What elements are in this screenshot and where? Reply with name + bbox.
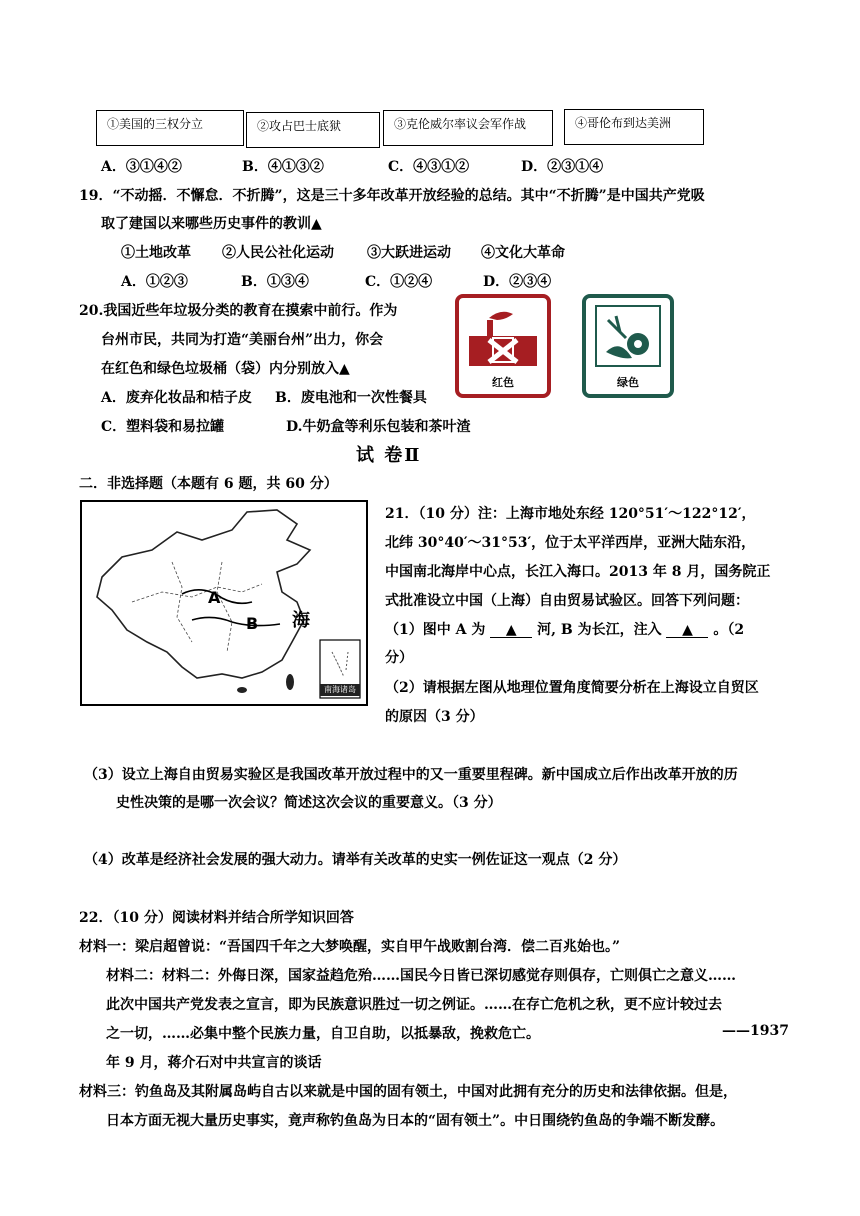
material-1-text: 梁启超曾说：“吾国四千年之大梦唤醒，实自甲午战败割台湾．偿二百兆始也。” [135,939,621,955]
q20-stem-line1: 20.我国近些年垃圾分类的教育在摸索中前行。作为 [79,303,398,319]
material-2-line1: 材料二：材料二：外侮日深，国家益趋危殆……国民今日皆已深切感觉存则俱存，亡则俱亡之意义…… [106,968,736,984]
event-box-1 [96,110,244,146]
q21-sub1-text-b: 河, B 为长江，注入 [537,622,662,638]
q19-item-1: ①土地改革 [121,245,191,261]
q19-item-3: ③大跃进运动 [367,245,451,261]
green-bin-label: 绿色 [617,376,639,389]
q18-option-d[interactable]: D．②③①④ [521,159,604,175]
map-label-a: A [208,588,221,607]
q20-stem-line3: 在红色和绿色垃圾桶（袋）内分别放入▲ [101,361,350,377]
material-2-line3: 之一切，……必集中整个民族力量，自卫自助，以抵暴敌，挽救危亡。 [106,1026,540,1042]
q19-option-c[interactable]: C．①②④ [365,274,433,290]
q22-heading: 22．（10 分）阅读材料并结合所学知识回答 [79,910,354,926]
q21-line4: 式批准设立中国（上海）自由贸易试验区。回答下列问题： [385,593,749,609]
q19-stem-line1: 19．“不动摇．不懈怠．不折腾”，这是三十多年改革开放经验的总结。其中“不折腾”是中国共产党吸 [79,188,705,204]
q18-option-a[interactable]: A．③①④② [101,159,182,175]
q21-sub4: （4）改革是经济社会发展的强大动力。请举有关改革的史实一例佐证这一观点（2 分） [84,852,627,868]
q19-option-b[interactable]: B．①③④ [241,274,309,290]
q21-line1: 21．（10 分）注：上海市地处东经 120°51′～122°12′， [385,506,756,522]
q21-line2: 北纬 30°40′～31°53′，位于太平洋西岸，亚洲大陆东沿， [385,535,756,551]
material-2-source: ——1937 [722,1023,789,1039]
material-3 [79,1081,737,1101]
q18-option-b[interactable]: B．④①③② [242,159,324,175]
material-1-label: 材料一： [79,939,135,955]
material-3-line2: 日本方面无视大量历史事实，竟声称钓鱼岛为日本的“固有领土”。中日围绕钓鱼岛的争端不断发酵。 [106,1113,725,1129]
red-bin-label: 红色 [492,376,514,389]
answer-blank-a[interactable]: ▲ [490,623,532,638]
q20-option-d[interactable]: D.牛奶盒等利乐包装和茶叶渣 [286,419,471,435]
q19-option-d[interactable]: D．②③④ [483,274,552,290]
material-2-line4: 年 9 月，蒋介石对中共宣言的谈话 [106,1055,322,1071]
q21-line3: 中国南北海岸中心点，长江入海口。2013 年 8 月，国务院正 [385,564,771,580]
map-label-b: B [246,614,259,633]
q19-stem-line2: 取了建国以来哪些历史事件的教训▲ [101,216,322,232]
q21-sub1-text-a: （1）图中 A 为 [385,622,486,638]
event-box-4 [564,109,704,145]
event-label: ③克伦威尔率议会军作战 [394,117,527,131]
material-1 [79,936,620,956]
event-box-2 [246,112,380,148]
q18-option-c[interactable]: C．④③①② [388,159,470,175]
event-label: ④哥伦布到达美洲 [575,116,672,130]
q21-sub3-line1: （3）设立上海自由贸易实验区是我国改革开放过程中的又一重要里程碑。新中国成立后作出改革开放的历 [84,767,738,783]
q20-option-a[interactable]: A．废弃化妆品和桔子皮 [101,390,252,406]
green-bin-sign [582,294,674,398]
material-3-label: 材料三： [79,1084,135,1100]
material-2-line2: 此次中国共产党发表之宣言，即为民族意识胜过一切之例证。……在存亡危机之秋，更不应计较过去 [106,997,722,1013]
q19-item-2: ②人民公社化运动 [222,245,334,261]
event-box-3 [383,110,553,146]
q21-sub2-line1: （2）请根据左图从地理位置角度简要分析在上海设立自贸区 [385,680,759,696]
section-heading: 二．非选择题（本题有 6 题，共 60 分） [79,476,338,492]
q19-option-a[interactable]: A．①②③ [121,274,188,290]
event-label: ①美国的三权分立 [107,117,204,131]
q19-item-4: ④文化大革命 [481,245,565,261]
q20-option-c[interactable]: C．塑料袋和易拉罐 [101,419,225,435]
q21-sub1 [385,619,744,639]
answer-blank-b[interactable]: ▲ [666,623,708,638]
q21-sub1-text-c: 。（2 [713,622,745,638]
map-inset-label: 南海诸岛 [320,684,360,696]
china-map [80,500,368,706]
q21-sub3-line2: 史性决策的是哪一次会议？简述这次会议的重要意义。（3 分） [116,795,502,811]
event-label: ②攻占巴士底狱 [257,119,342,133]
part2-title: 试 卷Ⅱ [356,445,422,466]
q21-sub1-cont: 分） [385,650,413,666]
q20-stem-line2: 台州市民，共同为打造“美丽台州”出力，你会 [101,332,384,348]
map-label-shanghai: 海 [292,610,310,631]
material-3-line1: 钓鱼岛及其附属岛屿自古以来就是中国的固有领土，中国对此拥有充分的历史和法律依据。但是， [135,1084,737,1100]
red-bin-sign [455,294,551,398]
q20-option-b[interactable]: B．废电池和一次性餐具 [275,390,427,406]
china-outline-map [82,502,366,704]
q21-sub2-line2: 的原因（3 分） [385,709,484,725]
